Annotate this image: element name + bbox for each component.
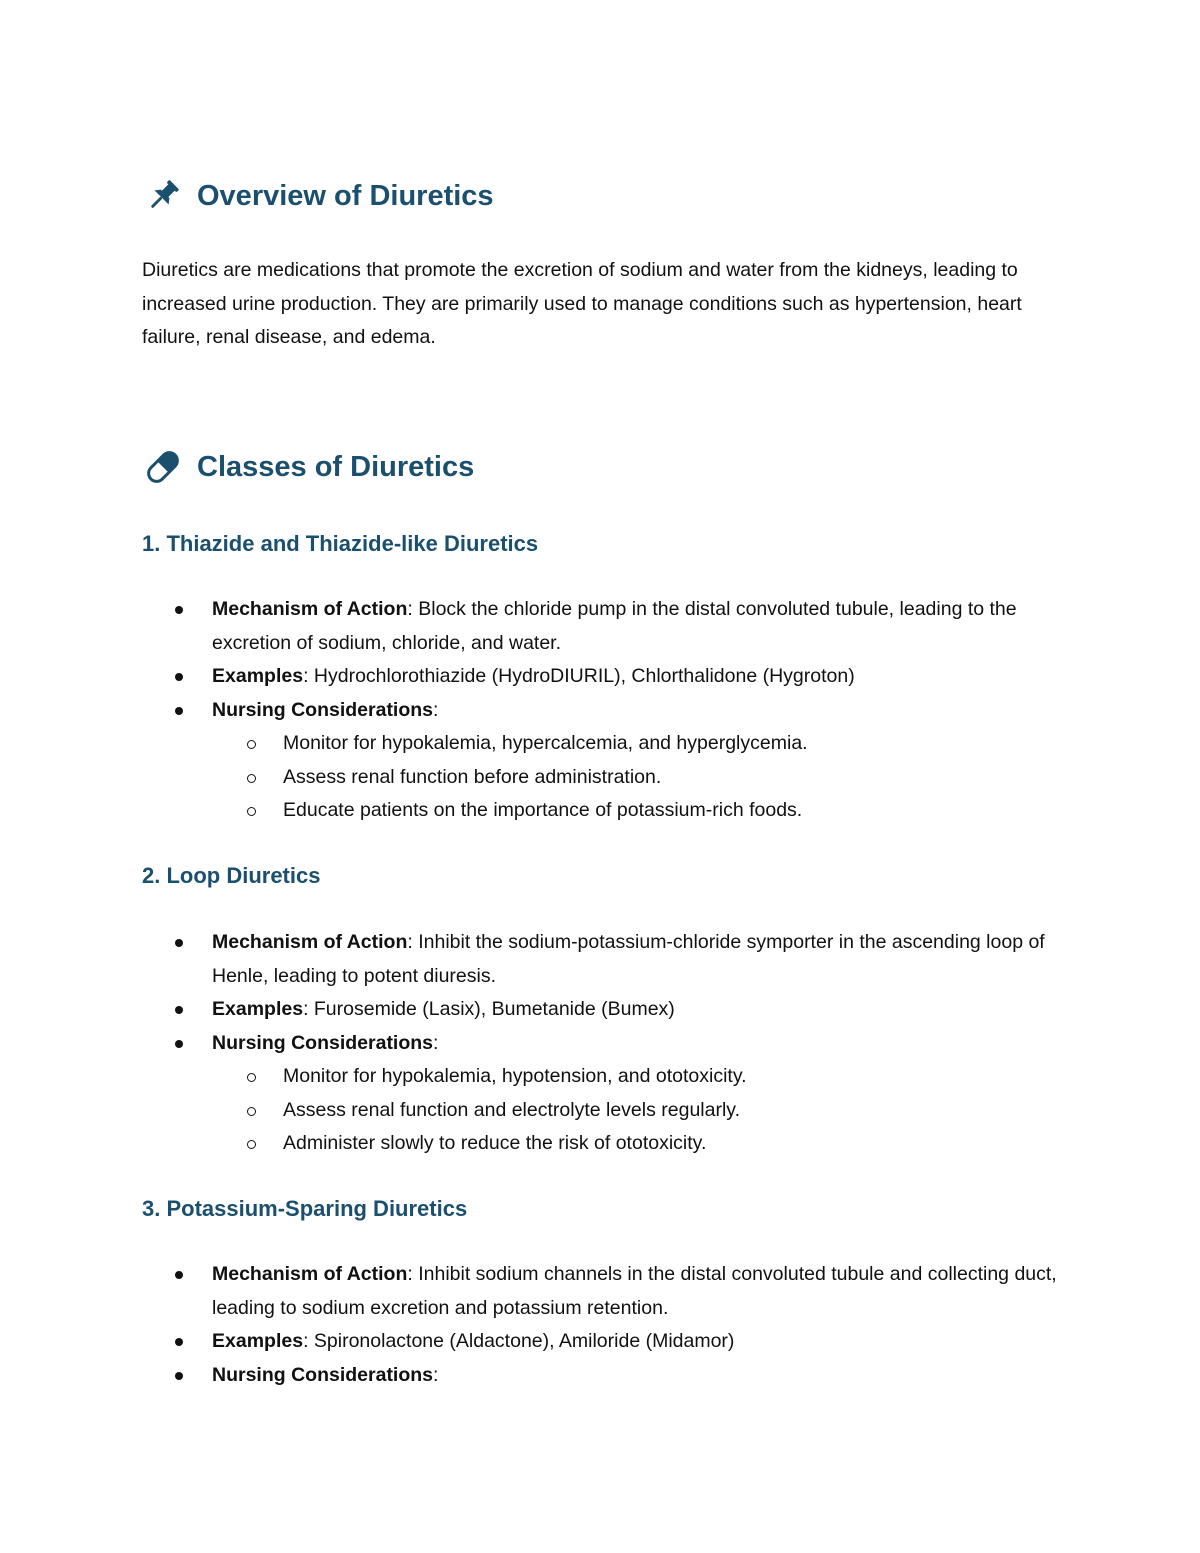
sub-bullet-ring <box>247 1140 256 1149</box>
consideration-text: Monitor for hypokalemia, hypotension, and ototoxicity. <box>283 1065 747 1087</box>
consideration-item <box>0 794 1200 828</box>
examples-label: Examples <box>212 998 304 1020</box>
consideration-item <box>0 761 1200 795</box>
consideration-item <box>0 1127 1200 1161</box>
classes-heading <box>143 447 474 487</box>
examples-text: : Furosemide (Lasix), Bumetanide (Bumex) <box>303 998 675 1020</box>
class-1-list <box>0 593 1200 828</box>
class-2-list <box>0 926 1200 1161</box>
mechanism-item <box>0 1258 1200 1325</box>
examples-label: Examples <box>212 665 304 687</box>
examples-text: : Spironolactone (Aldactone), Amiloride (Midamor) <box>303 1330 735 1352</box>
consideration-text: Assess renal function and electrolyte levels regularly. <box>283 1098 741 1121</box>
mechanism-label: Mechanism of Action <box>212 598 408 620</box>
sub-bullet-ring <box>247 740 256 749</box>
overview-heading <box>143 176 494 216</box>
examples-text: : Hydrochlorothiazide (HydroDIURIL), Chlorthalidone (Hygroton) <box>303 665 855 687</box>
class-1-heading: 1. Thiazide and Thiazide-like Diuretics <box>142 531 539 556</box>
nursing-item <box>0 1359 1200 1393</box>
nursing-label: Nursing Considerations <box>212 1031 434 1054</box>
class-3-list <box>0 1258 1200 1392</box>
nursing-item <box>0 694 1200 728</box>
consideration-item <box>0 1060 1200 1094</box>
examples-item <box>0 660 1200 694</box>
bullet-dot <box>175 606 183 614</box>
examples-item <box>0 1325 1200 1359</box>
mechanism-label: Mechanism of Action <box>212 1263 408 1285</box>
class-3-heading: 3. Potassium-Sparing Diuretics <box>142 1196 468 1221</box>
examples-item <box>0 993 1200 1027</box>
nursing-text: : <box>433 698 439 721</box>
bullet-dot <box>175 939 183 947</box>
nursing-item <box>0 1027 1200 1061</box>
consideration-text: Administer slowly to reduce the risk of ototoxicity. <box>283 1132 707 1154</box>
mechanism-text: : Inhibit the sodium-potassium-chloride symporter in the ascending loop of Henle, leading to potent diuresis. <box>212 931 1045 987</box>
examples-label: Examples <box>212 1330 304 1352</box>
nursing-text: : <box>433 1031 439 1054</box>
consideration-text: Educate patients on the importance of potassium-rich foods. <box>283 799 803 821</box>
mechanism-label: Mechanism of Action <box>212 931 408 953</box>
nursing-label: Nursing Considerations <box>212 1363 434 1386</box>
pill-icon <box>143 447 183 487</box>
consideration-text: Assess renal function before administration. <box>283 765 662 788</box>
sub-bullet-ring <box>247 774 256 783</box>
pin-icon <box>143 176 183 216</box>
consideration-item <box>0 1094 1200 1128</box>
mechanism-text: : Inhibit sodium channels in the distal convoluted tubule and collecting duct, leading to sodium excretion and potassium retention. <box>212 1263 1057 1319</box>
consideration-item <box>0 727 1200 761</box>
consideration-text: Monitor for hypokalemia, hypercalcemia, and hyperglycemia. <box>283 732 808 754</box>
mechanism-text: : Block the chloride pump in the distal convoluted tubule, leading to the excretion of sodium, chloride, and water. <box>212 598 1017 654</box>
bullet-dot <box>175 1338 183 1346</box>
mechanism-item <box>0 593 1200 660</box>
bullet-dot <box>175 1006 183 1014</box>
classes-title: Classes of Diuretics <box>197 450 475 483</box>
sub-bullet-ring <box>247 1073 256 1082</box>
overview-paragraph: Diuretics are medications that promote the excretion of sodium and water from the kidneys, leading to increased urine production. They are primarily used to manage conditions such as hypertension, heart failure, renal disease, and edema. <box>142 259 1022 348</box>
mechanism-item <box>0 926 1200 993</box>
bullet-dot <box>175 707 183 715</box>
class-2-heading: 2. Loop Diuretics <box>142 863 321 888</box>
sub-bullet-ring <box>247 807 256 816</box>
bullet-dot <box>175 673 183 681</box>
nursing-text: : <box>433 1363 439 1386</box>
bullet-dot <box>175 1040 183 1048</box>
bullet-dot <box>175 1271 183 1279</box>
bullet-dot <box>175 1372 183 1380</box>
overview-title: Overview of Diuretics <box>197 179 494 212</box>
nursing-label: Nursing Considerations <box>212 698 434 721</box>
sub-bullet-ring <box>247 1107 256 1116</box>
